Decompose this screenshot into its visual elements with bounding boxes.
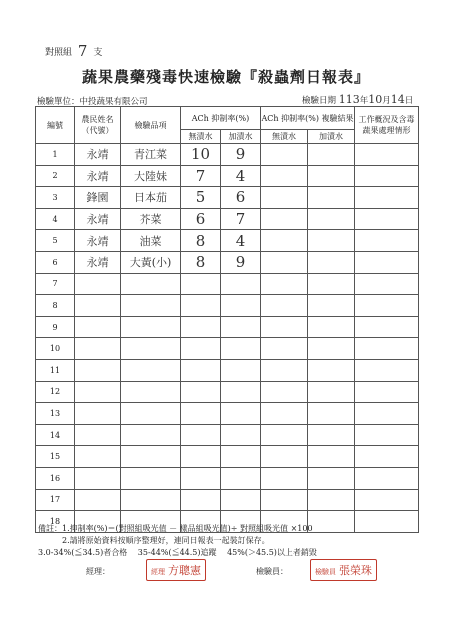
- table-row: [36, 403, 419, 425]
- cell-ach-no: 8: [181, 251, 221, 273]
- col-header-ach: ACh 抑制率(%): [181, 107, 261, 130]
- cell-no: 13: [36, 403, 75, 425]
- cell-ach-with: [221, 273, 261, 295]
- cell-ach-with: [221, 359, 261, 381]
- cell-work-notes: [355, 446, 419, 468]
- cell-farmer: [75, 273, 121, 295]
- cell-ach-with: [221, 381, 261, 403]
- cell-recheck-with-water: [308, 230, 355, 252]
- inspection-unit: 檢驗單位：中投蔬果有限公司: [37, 97, 148, 107]
- cell-farmer: [75, 359, 121, 381]
- cell-work-notes: [355, 359, 419, 381]
- table-row: [36, 316, 419, 338]
- cell-item: 大黃(小): [121, 251, 181, 273]
- cell-ach-no: 6: [181, 208, 221, 230]
- col-header-no: 編號: [36, 107, 75, 144]
- page-title: 蔬果農藥殘毒快速檢驗『殺蟲劑日報表』: [81, 68, 370, 86]
- inspector-stamp-name: 張榮珠: [339, 564, 372, 577]
- cell-ach-with: 7: [221, 208, 261, 230]
- cell-ach-with: 4: [221, 165, 261, 187]
- col-header-item: 檢驗品項: [121, 107, 181, 144]
- notes: [38, 523, 317, 559]
- date-label: 檢驗日期: [302, 96, 337, 106]
- cell-item: 日本茄: [121, 187, 181, 209]
- cell-recheck-no-water: [261, 251, 308, 273]
- cell-farmer: [75, 316, 121, 338]
- table-row: [36, 273, 419, 295]
- cell-recheck-no-water: [261, 273, 308, 295]
- table-row: [36, 489, 419, 511]
- cell-recheck-no-water: [261, 208, 308, 230]
- cell-recheck-with-water: [308, 144, 355, 166]
- date-day-unit: 日: [404, 96, 414, 106]
- cell-work-notes: [355, 489, 419, 511]
- cell-work-notes: [355, 165, 419, 187]
- cell-ach-no: [181, 489, 221, 511]
- cell-recheck-no-water: [261, 187, 308, 209]
- cell-recheck-no-water: [261, 381, 308, 403]
- cell-no: 2: [36, 165, 75, 187]
- cell-work-notes: [355, 424, 419, 446]
- cell-ach-with: 6: [221, 187, 261, 209]
- cell-item: [121, 467, 181, 489]
- cell-no: 10: [36, 338, 75, 360]
- cell-item: [121, 295, 181, 317]
- cell-recheck-no-water: [261, 338, 308, 360]
- cell-no: 3: [36, 187, 75, 209]
- cell-farmer: [75, 338, 121, 360]
- table-row: [36, 446, 419, 468]
- cell-recheck-with-water: [308, 446, 355, 468]
- cell-farmer: [75, 467, 121, 489]
- table-row: [36, 187, 419, 209]
- cell-recheck-no-water: [261, 359, 308, 381]
- control-group-field: [45, 41, 102, 59]
- cell-work-notes: [355, 230, 419, 252]
- cell-ach-no: 10: [181, 144, 221, 166]
- inspector-stamp-title: 檢驗員: [315, 568, 336, 576]
- cell-recheck-with-water: [308, 208, 355, 230]
- table-row: [36, 251, 419, 273]
- cell-ach-with: [221, 446, 261, 468]
- cell-farmer: 永靖: [75, 251, 121, 273]
- cell-recheck-with-water: [308, 316, 355, 338]
- table-row: [36, 144, 419, 166]
- cell-ach-with: [221, 424, 261, 446]
- cell-item: [121, 273, 181, 295]
- date-day: 14: [390, 93, 405, 106]
- table-body: [36, 144, 419, 533]
- cell-recheck-with-water: [308, 359, 355, 381]
- table-row: [36, 424, 419, 446]
- cell-no: 14: [36, 424, 75, 446]
- cell-no: 9: [36, 316, 75, 338]
- cell-work-notes: [355, 511, 419, 533]
- note-line-1: 備註：1.抑制率(%)＝(對照組吸光值 － 樣品組吸光值)÷ 對照組吸光值 ×100: [38, 524, 313, 533]
- date-month-unit: 月: [382, 96, 391, 106]
- cell-recheck-no-water: [261, 295, 308, 317]
- table-row: [36, 230, 419, 252]
- cell-ach-with: [221, 316, 261, 338]
- report-table: [35, 106, 419, 533]
- cell-ach-no: [181, 359, 221, 381]
- cell-item: [121, 359, 181, 381]
- col-header-recheck-with-water: 加漬水: [308, 130, 355, 144]
- cell-item: [121, 381, 181, 403]
- note-line-2: 2.請將原始資料按順序整理好，連同日報表一起裝訂保存。: [62, 536, 270, 545]
- control-group-value: 7: [77, 42, 88, 60]
- cell-farmer: [75, 403, 121, 425]
- table-row: [36, 165, 419, 187]
- manager-stamp-title: 經理: [151, 568, 165, 576]
- cell-work-notes: [355, 295, 419, 317]
- cell-item: [121, 316, 181, 338]
- cell-recheck-no-water: [261, 446, 308, 468]
- cell-recheck-no-water: [261, 467, 308, 489]
- cell-ach-with: [221, 295, 261, 317]
- cell-work-notes: [355, 273, 419, 295]
- col-header-work: 工作概況及含毒蔬果處理情形: [355, 107, 419, 144]
- table-row: [36, 467, 419, 489]
- table-row: [36, 381, 419, 403]
- cell-recheck-with-water: [308, 424, 355, 446]
- cell-no: 18: [36, 511, 75, 533]
- manager-label: 經理：: [86, 567, 110, 576]
- cell-farmer: 永靖: [75, 144, 121, 166]
- cell-farmer: [75, 424, 121, 446]
- cell-no: 12: [36, 381, 75, 403]
- cell-no: 15: [36, 446, 75, 468]
- cell-no: 17: [36, 489, 75, 511]
- col-header-ach-no-water: 無漬水: [181, 130, 221, 144]
- cell-recheck-with-water: [308, 338, 355, 360]
- cell-recheck-with-water: [308, 489, 355, 511]
- inspector-label: 檢驗員：: [256, 567, 288, 576]
- col-header-recheck-no-water: 無漬水: [261, 130, 308, 144]
- note-line-3: 3.0-34%(≦34.5)者合格 35-44%(≦44.5)追蹤 45%(＞45.5)以上者銷毀: [38, 548, 317, 557]
- cell-recheck-no-water: [261, 489, 308, 511]
- cell-farmer: [75, 489, 121, 511]
- cell-work-notes: [355, 144, 419, 166]
- manager-stamp-name: 方聰憲: [168, 564, 201, 577]
- cell-ach-with: [221, 338, 261, 360]
- cell-ach-with: [221, 489, 261, 511]
- cell-recheck-no-water: [261, 165, 308, 187]
- inspection-date: [302, 93, 413, 106]
- cell-item: 油菜: [121, 230, 181, 252]
- date-month: 10: [368, 93, 383, 106]
- cell-ach-no: [181, 446, 221, 468]
- manager-stamp: [146, 559, 206, 581]
- cell-recheck-with-water: [308, 295, 355, 317]
- cell-item: [121, 446, 181, 468]
- cell-work-notes: [355, 467, 419, 489]
- cell-ach-with: 4: [221, 230, 261, 252]
- cell-work-notes: [355, 208, 419, 230]
- cell-recheck-with-water: [308, 467, 355, 489]
- cell-item: 芥菜: [121, 208, 181, 230]
- control-group-label: 對照組: [45, 48, 73, 58]
- cell-ach-no: 7: [181, 165, 221, 187]
- cell-item: 大陸妹: [121, 165, 181, 187]
- cell-item: 青江菜: [121, 144, 181, 166]
- date-year: 113: [338, 93, 360, 106]
- cell-farmer: [75, 446, 121, 468]
- cell-ach-no: 5: [181, 187, 221, 209]
- cell-ach-no: [181, 381, 221, 403]
- cell-farmer: 鋒園: [75, 187, 121, 209]
- cell-recheck-no-water: [261, 424, 308, 446]
- cell-work-notes: [355, 251, 419, 273]
- control-group-unit: 支: [93, 48, 103, 58]
- cell-recheck-with-water: [308, 381, 355, 403]
- cell-ach-no: [181, 273, 221, 295]
- cell-ach-with: [221, 467, 261, 489]
- cell-recheck-with-water: [308, 165, 355, 187]
- col-header-farmer: 農民姓名（代號）: [75, 107, 121, 144]
- cell-work-notes: [355, 187, 419, 209]
- cell-item: [121, 338, 181, 360]
- cell-work-notes: [355, 338, 419, 360]
- cell-ach-with: 9: [221, 144, 261, 166]
- cell-item: [121, 424, 181, 446]
- cell-no: 6: [36, 251, 75, 273]
- cell-work-notes: [355, 381, 419, 403]
- cell-ach-no: [181, 424, 221, 446]
- cell-farmer: 永靖: [75, 165, 121, 187]
- table-row: [36, 338, 419, 360]
- col-header-recheck: ACh 抑制率(%) 複驗結果: [261, 107, 355, 130]
- cell-recheck-with-water: [308, 251, 355, 273]
- col-header-ach-with-water: 加漬水: [221, 130, 261, 144]
- table-row: [36, 295, 419, 317]
- cell-ach-with: [221, 403, 261, 425]
- cell-recheck-no-water: [261, 230, 308, 252]
- cell-ach-no: [181, 338, 221, 360]
- cell-farmer: 永靖: [75, 230, 121, 252]
- cell-no: 1: [36, 144, 75, 166]
- cell-farmer: [75, 295, 121, 317]
- cell-recheck-no-water: [261, 144, 308, 166]
- cell-no: 8: [36, 295, 75, 317]
- cell-recheck-with-water: [308, 403, 355, 425]
- cell-ach-no: [181, 295, 221, 317]
- cell-farmer: [75, 381, 121, 403]
- cell-recheck-no-water: [261, 316, 308, 338]
- cell-recheck-no-water: [261, 403, 308, 425]
- cell-no: 7: [36, 273, 75, 295]
- table-row: [36, 208, 419, 230]
- cell-ach-no: [181, 403, 221, 425]
- cell-recheck-with-water: [308, 187, 355, 209]
- cell-work-notes: [355, 316, 419, 338]
- cell-recheck-with-water: [308, 273, 355, 295]
- table-row: [36, 359, 419, 381]
- cell-farmer: 永靖: [75, 208, 121, 230]
- cell-no: 11: [36, 359, 75, 381]
- cell-work-notes: [355, 403, 419, 425]
- cell-ach-no: 8: [181, 230, 221, 252]
- date-year-unit: 年: [359, 96, 369, 106]
- inspector-stamp: [310, 559, 377, 581]
- cell-no: 5: [36, 230, 75, 252]
- cell-no: 16: [36, 467, 75, 489]
- cell-item: [121, 489, 181, 511]
- cell-ach-no: [181, 467, 221, 489]
- cell-no: 4: [36, 208, 75, 230]
- cell-ach-no: [181, 316, 221, 338]
- cell-item: [121, 403, 181, 425]
- cell-ach-with: 9: [221, 251, 261, 273]
